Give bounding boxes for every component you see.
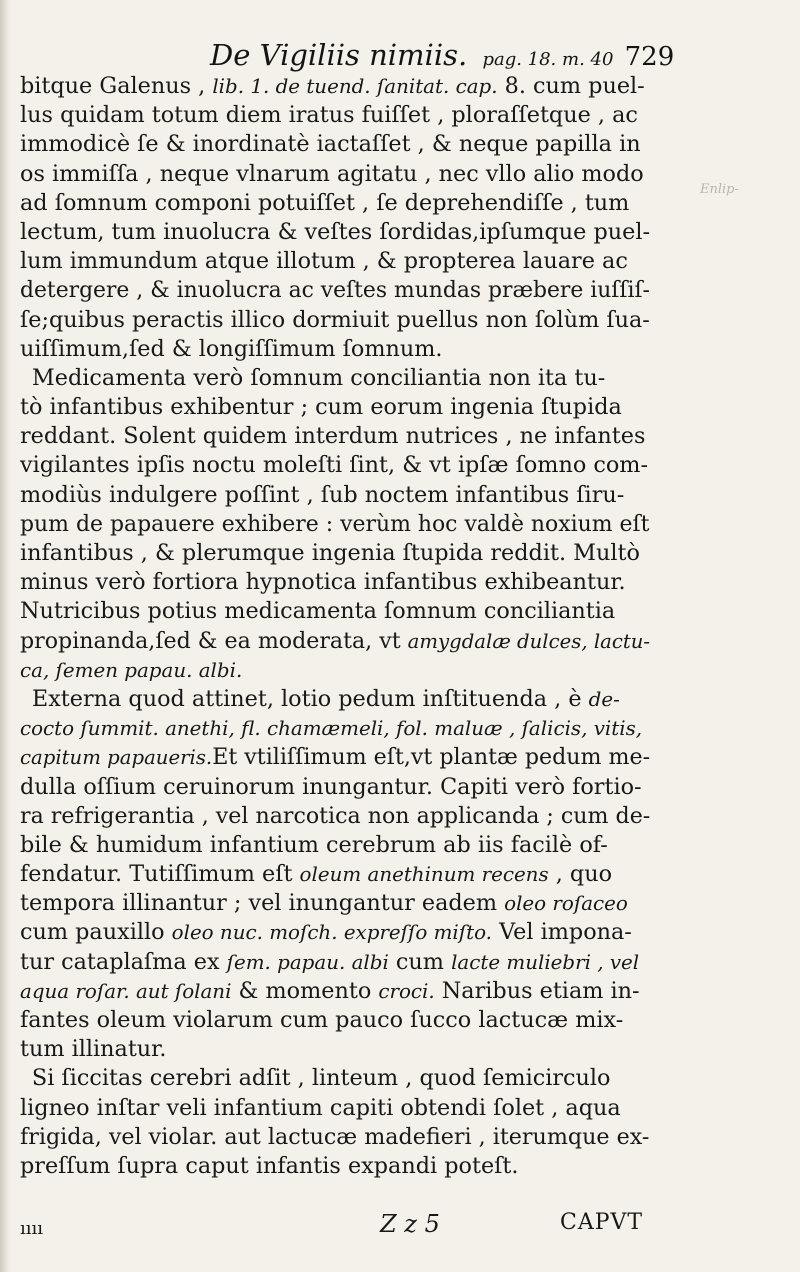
text-line — [20, 685, 650, 714]
text-segment: , quo — [548, 861, 613, 888]
text-line — [20, 743, 651, 772]
page-gutter-shadow — [0, 0, 10, 1272]
footer-left-mark: ıııı — [20, 1218, 44, 1239]
italic-citation: amygdalæ dulces, lactu- — [407, 628, 651, 653]
text-segment: infantibus , & plerumque ingenia ſtupida reddit. Multò — [20, 540, 640, 566]
text-line — [20, 130, 650, 159]
text-line — [20, 802, 651, 831]
text-segment: detergere , & inuolucra ac veſtes mundas præbere iuſſiſ- — [20, 277, 650, 304]
text-segment: tur cataplaſma ex — [20, 948, 227, 975]
italic-citation: lacte muliebri , vel — [451, 949, 640, 974]
page-footer — [20, 1206, 660, 1242]
text-line — [20, 714, 650, 743]
text-segment: minus verò fortiora hypnotica infantibus exhibeantur. — [20, 569, 626, 596]
text-line — [20, 860, 650, 889]
text-segment: dulla oſſium ceruinorum inungantur. Capiti verò fortio- — [20, 773, 642, 800]
text-segment: tempora illinantur ; vel inungantur eadem — [20, 890, 505, 917]
italic-citation: ca, ſemen papau. albi. — [20, 657, 243, 682]
signature-mark: Z z 5 — [380, 1210, 440, 1238]
text-line — [20, 1006, 650, 1035]
text-line — [20, 393, 650, 422]
text-line — [20, 422, 650, 451]
italic-citation: ſem. papau. albi — [226, 949, 389, 974]
italic-citation: de- — [588, 686, 620, 711]
text-line — [20, 306, 650, 335]
text-line — [20, 451, 650, 480]
text-segment: Naribus etiam in- — [434, 977, 640, 1004]
catchword: CAPVT — [560, 1210, 644, 1235]
text-segment: lus quidam totum diem iratus fuiſſet , ploraſſetque , ac — [20, 102, 638, 129]
text-segment: Vel impona- — [491, 919, 632, 946]
text-segment: frigida, vel violar. aut lactucæ madefieri , iterumque ex- — [20, 1123, 650, 1150]
italic-citation: aqua roſar. aut ſolani — [20, 978, 232, 1003]
margin-bleedthrough-note: Enlip- — [700, 182, 739, 197]
text-segment: Si ſiccitas cerebri adſit , linteum , quod ſemicirculo — [31, 1065, 611, 1092]
text-line — [20, 918, 650, 947]
text-segment: Et vtiliſſimum eſt,vt plantæ pedum me- — [212, 744, 651, 771]
text-segment: uiſſimum,ſed & longiſſimum ſomnum. — [20, 335, 443, 362]
text-line — [20, 364, 650, 393]
text-line — [20, 335, 650, 364]
italic-citation: oleo roſaceo — [504, 891, 628, 916]
text-line — [20, 948, 650, 977]
running-title: De Vigiliis nimiis. — [210, 38, 468, 72]
text-segment: vigilantes ipſis noctu moleſti ſint, & vt ipſæ ſomno com- — [20, 452, 649, 479]
text-segment: os immiſſa , neque vlnarum agitatu , nec vllo alio modo — [20, 160, 644, 187]
text-line — [20, 773, 650, 802]
text-segment: lum immundum atque illotum , & propterea lauare ac — [20, 248, 628, 275]
text-segment: propinanda,ſed & ea moderata, vt — [20, 627, 408, 654]
text-segment: fantes oleum violarum cum pauco ſucco lactucæ mix- — [20, 1007, 624, 1033]
page-number: 729 — [624, 42, 675, 72]
text-line — [20, 247, 650, 276]
text-segment: cum — [388, 948, 452, 975]
text-segment: ligneo inſtar veli infantium capiti obtendi ſolet , aqua — [20, 1094, 621, 1121]
text-line — [20, 1094, 650, 1123]
text-line — [20, 72, 650, 101]
text-line — [20, 568, 650, 597]
text-segment: lectum, tum inuolucra & veſtes ſordidas,ipſumque puel- — [20, 218, 651, 245]
text-segment: ſe;quibus peractis illico dormiuit puellus non ſolùm ſua- — [20, 306, 650, 333]
text-line — [20, 597, 650, 626]
text-line — [20, 977, 650, 1006]
text-line — [20, 481, 650, 510]
text-line — [20, 1064, 650, 1093]
text-line — [20, 539, 650, 568]
text-segment: & momento — [231, 977, 379, 1004]
text-segment: ad ſomnum componi potuiſſet , ſe deprehendiſſe , tum — [20, 189, 630, 216]
italic-citation: capitum papaueris. — [20, 745, 213, 770]
italic-citation: cocto ſummit. anethi, fl. chamæmeli, fol. maluæ , ſalicis, vitis, — [20, 716, 643, 741]
text-segment: immodicè ſe & inordinatè iactaſſet , & neque papilla in — [20, 131, 641, 158]
text-segment: bitque Galenus , — [20, 73, 213, 99]
text-line — [20, 831, 650, 860]
text-segment: Nutricibus potius medicamenta ſomnum conciliantia — [20, 598, 616, 625]
text-segment: bile & humidum infantium cerebrum ab iis facilè of- — [20, 831, 608, 858]
italic-citation: oleum anethinum recens — [299, 862, 549, 887]
text-segment: 8. cum puel- — [497, 73, 645, 99]
text-segment: reddant. Solent quidem interdum nutrices , ne infantes — [20, 423, 646, 450]
text-line — [20, 1035, 650, 1064]
italic-citation: lib. 1. de tuend. ſanitat. cap. — [212, 74, 498, 98]
text-segment: tò infantibus exhibentur ; cum eorum ingenia ſtupida — [20, 394, 622, 421]
text-segment: tum illinatur. — [20, 1036, 167, 1063]
text-segment: fendatur. Tutiſſimum eſt — [20, 861, 300, 888]
text-segment: Medicamenta verò ſomnum conciliantia non ita tu- — [31, 364, 606, 391]
text-line — [20, 189, 650, 218]
text-line — [20, 1152, 650, 1181]
text-line — [20, 101, 650, 130]
text-segment: pum de papauere exhibere : verùm hoc valdè noxium eſt — [20, 510, 650, 537]
italic-citation: croci. — [378, 978, 435, 1003]
text-line — [20, 1123, 650, 1152]
body-text — [20, 72, 655, 1181]
text-segment: preſſum ſupra caput infantis expandi poteſt. — [20, 1152, 519, 1179]
handwritten-page-note: pag. 18. m. 40 — [482, 49, 614, 70]
text-line — [20, 160, 650, 189]
text-segment: modiùs indulgere poſſint , ſub noctem infantibus ſiru- — [20, 481, 625, 508]
text-line — [20, 218, 650, 247]
text-line — [20, 510, 650, 539]
italic-citation: oleo nuc. moſch. expreſſo miſto. — [171, 920, 492, 945]
text-line — [20, 627, 651, 656]
text-segment: Externa quod attinet, lotio pedum inſtituenda , è — [31, 685, 589, 712]
text-line — [20, 656, 650, 685]
text-segment: ra refrigerantia , vel narcotica non applicanda ; cum de- — [20, 802, 651, 829]
text-line — [20, 276, 650, 305]
text-line — [20, 889, 650, 918]
page-header — [210, 38, 674, 72]
text-segment: cum pauxillo — [20, 919, 172, 946]
